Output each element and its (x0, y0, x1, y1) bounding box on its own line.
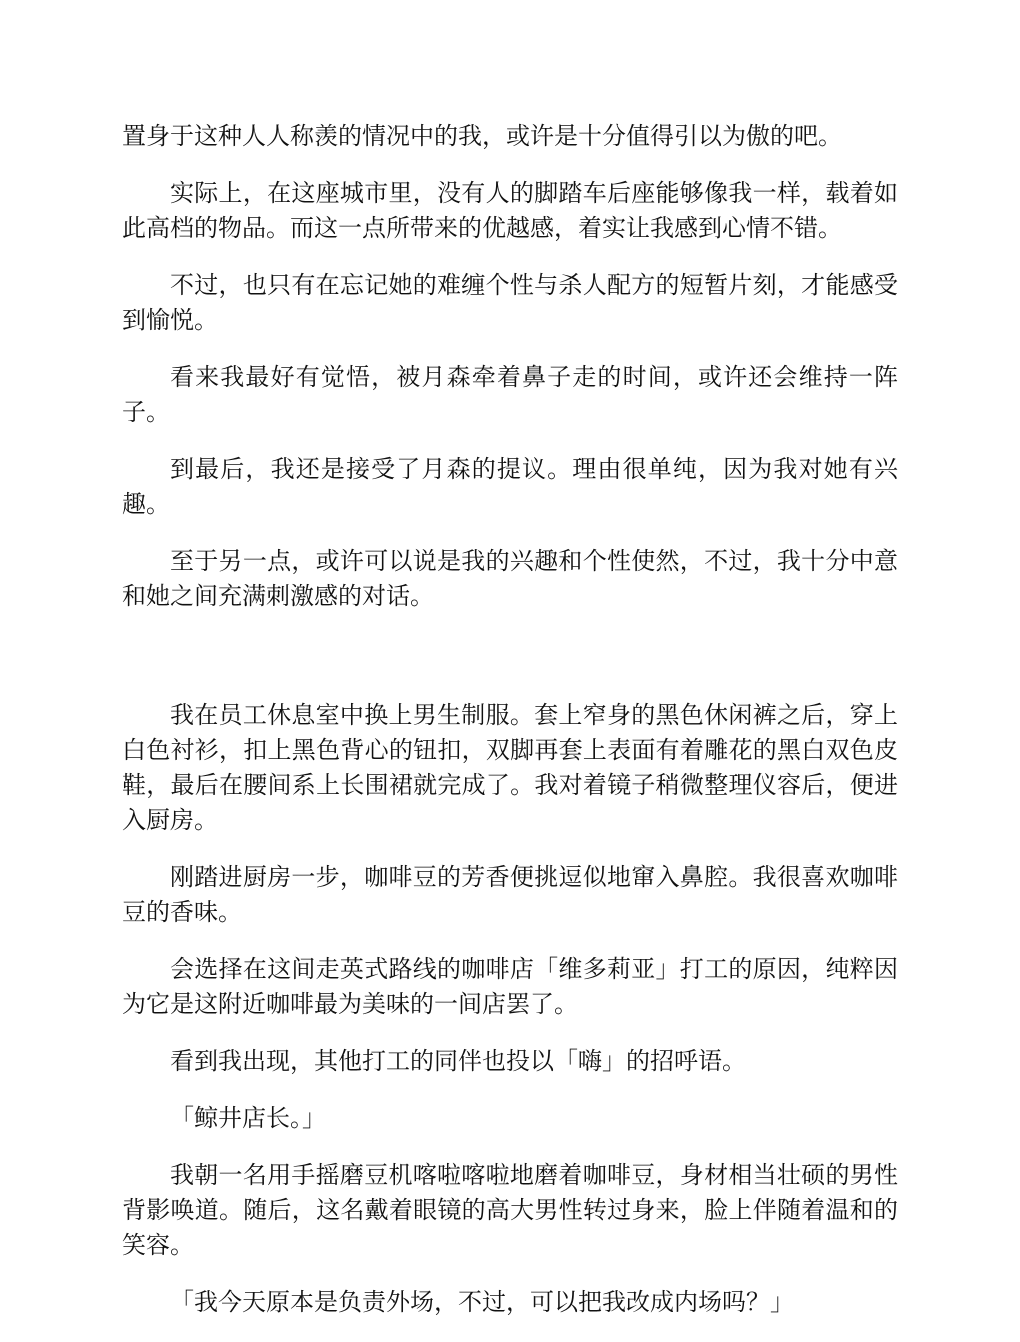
paragraph: 置身于这种人人称羡的情况中的我，或许是十分值得引以为傲的吧。 (122, 122, 842, 150)
paragraph: 我朝一名用手摇磨豆机喀啦喀啦地磨着咖啡豆，身材相当壮硕的男性背影唤道。随后，这名戴着眼镜的高大男性转过身来，脸上伴随着温和的笑容。 (122, 1161, 898, 1259)
dialogue-line: 「鲸井店长。」 (170, 1104, 326, 1132)
paragraph: 至于另一点，或许可以说是我的兴趣和个性使然，不过，我十分中意和她之间充满刺激感的对话。 (122, 547, 898, 610)
dialogue-line: 「我今天原本是负责外场，不过，可以把我改成内场吗？」 (170, 1288, 794, 1316)
paragraph: 看来我最好有觉悟，被月森牵着鼻子走的时间，或许还会维持一阵子。 (122, 363, 898, 426)
paragraph: 我在员工休息室中换上男生制服。套上窄身的黑色休闲裤之后，穿上白色衬衫，扣上黑色背心的钮扣，双脚再套上表面有着雕花的黑白双色皮鞋，最后在腰间系上长围裙就完成了。我对着镜子稍微整理仪容后，便进入厨房。 (122, 701, 898, 834)
paragraph: 到最后，我还是接受了月森的提议。理由很单纯，因为我对她有兴趣。 (122, 455, 898, 518)
paragraph: 会选择在这间走英式路线的咖啡店「维多莉亚」打工的原因，纯粹因为它是这附近咖啡最为美味的一间店罢了。 (122, 955, 898, 1018)
paragraph: 看到我出现，其他打工的同伴也投以「嗨」的招呼语。 (170, 1047, 746, 1075)
body-text (122, 119, 898, 1342)
paragraph: 不过，也只有在忘记她的难缠个性与杀人配方的短暂片刻，才能感受到愉悦。 (122, 271, 898, 334)
paragraph: 刚踏进厨房一步，咖啡豆的芳香便挑逗似地窜入鼻腔。我很喜欢咖啡豆的香味。 (122, 863, 898, 926)
paragraph: 实际上，在这座城市里，没有人的脚踏车后座能够像我一样，载着如此高档的物品。而这一点所带来的优越感，着实让我感到心情不错。 (122, 179, 898, 242)
section-break (122, 636, 898, 698)
